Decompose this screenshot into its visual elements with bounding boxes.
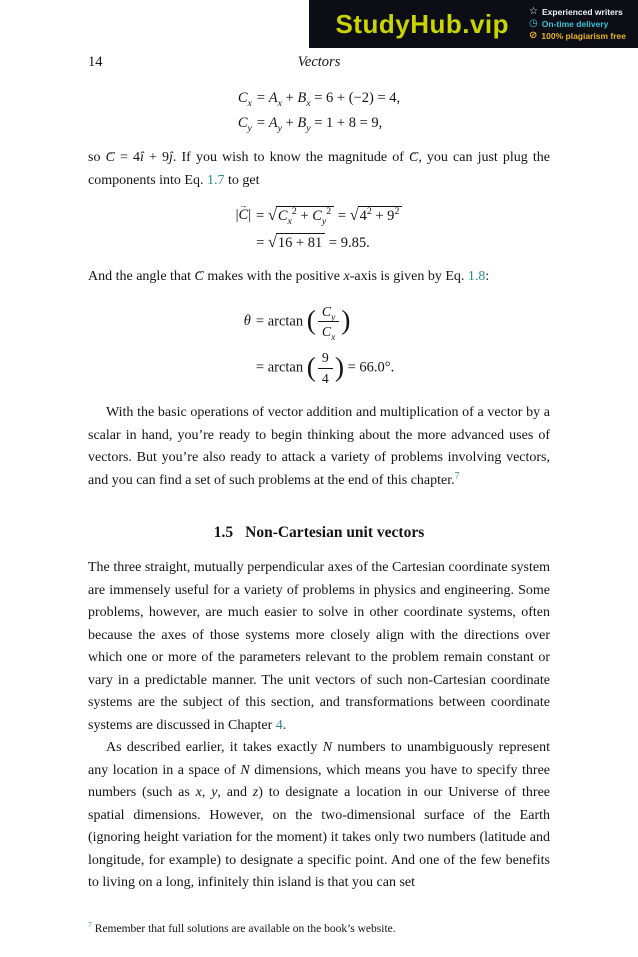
footnote: $^7$ Remember that full solutions are available on the book’s website. — [88, 919, 396, 935]
section-heading — [88, 524, 550, 542]
equation-line: $C_y$ — [237, 115, 252, 134]
equation-line: = $A_y + B_y = 1 + 8 = 9$, — [256, 115, 383, 134]
cross-reference-link[interactable]: 4 — [275, 717, 283, 733]
equation-line: = √16 + 81 = 9.85. — [256, 233, 370, 251]
section-title: Non-Cartesian unit vectors — [245, 524, 425, 542]
paragraph-n-dimensions: As described earlier, it takes exactly N numbers to unambiguously represent any location in a space of N dimensions, which means you have to specify three numbers (such as x, y, and z) to designate a location in our Universe of three spatial dimensions. However, on the two-dimensional surface of the Earth (ignoring height variation for the moment) it takes only two numbers (latitude and longitude, for example) to designate a specific point. And one of the few benefits to living on a long, infinitely thin island is that you can set — [88, 740, 551, 891]
clock-icon: ◷ — [529, 18, 538, 29]
equation-line: θ — [243, 313, 251, 330]
page-number: 14 — [88, 54, 103, 70]
paragraph-cartesian-axes: The three straight, mutually perpendicular axes of the Cartesian coordinate system are immensely useful for a variety of problems in physics and engineering. Some problems, however, are much easier to solve in other coordinate systems, often because the axes of those systems more closely align with the directions over which one or more of the parameters relevant to the problem remain constant or vary in a predictable manner. The unit vectors of such non-Cartesian coordinate systems are the subject of this section, and transformations between coordinate systems are discussed in Chapter 4. — [88, 560, 550, 733]
running-title: Vectors — [297, 54, 341, 70]
equation-line: = $A_x + B_x = 6 + (-2) = 4$, — [256, 90, 401, 109]
equation-c-components — [88, 90, 550, 132]
feature-label: On-time delivery — [541, 19, 609, 29]
equation-line: = arctan ( $\frac{C_y}{C_x}$ ) — [255, 303, 351, 344]
cross-reference-link[interactable]: 1.8 — [467, 269, 486, 284]
feature-label: Experienced writers — [542, 7, 623, 17]
feature-label: 100% plagiarism free — [541, 31, 626, 41]
cross-reference-link[interactable]: 1.7 — [207, 172, 225, 188]
equation-angle — [88, 303, 550, 389]
paragraph-angle-intro: And the angle that → C makes with the positive x-axis is given by Eq. 1.8: — [88, 266, 550, 289]
studyhub-logo[interactable]: StudyHub.vip — [335, 8, 510, 39]
section-number: 1.5 — [213, 524, 234, 542]
equation-line: = $√C_x^2 + C_y^2 = √4^2 + 9^2$ — [256, 206, 402, 225]
cross-reference-link[interactable]: 7 — [454, 470, 460, 481]
cross-reference-link[interactable]: 7 — [88, 919, 92, 929]
equation-line: |→ C| — [236, 207, 256, 224]
equation-magnitude — [88, 206, 550, 252]
star-icon: ☆ — [529, 6, 538, 17]
paragraph-basic-operations: With the basic operations of vector addition and multiplication of a vector by a scalar in hand, you’re ready to begin thinking about the more advanced uses of vectors. But you’re also ready to attack a variety of problems involving vectors, and you can find a set of such problems at the end of this chapter.$^7$ — [88, 405, 550, 488]
equation-line: = arctan ( $\frac{9}{4}$ ) = 66.0°. — [255, 350, 395, 387]
paragraph-vector-result: so → C = 4î + 9ĵ. If you wish to know the magnitude of → C, you can just plug the components into Eq. 1.7 to get — [88, 147, 550, 192]
no-plagiarism-icon: ⊘ — [529, 30, 538, 41]
equation-line: $C_x$ — [237, 90, 252, 109]
page-header — [88, 54, 550, 76]
